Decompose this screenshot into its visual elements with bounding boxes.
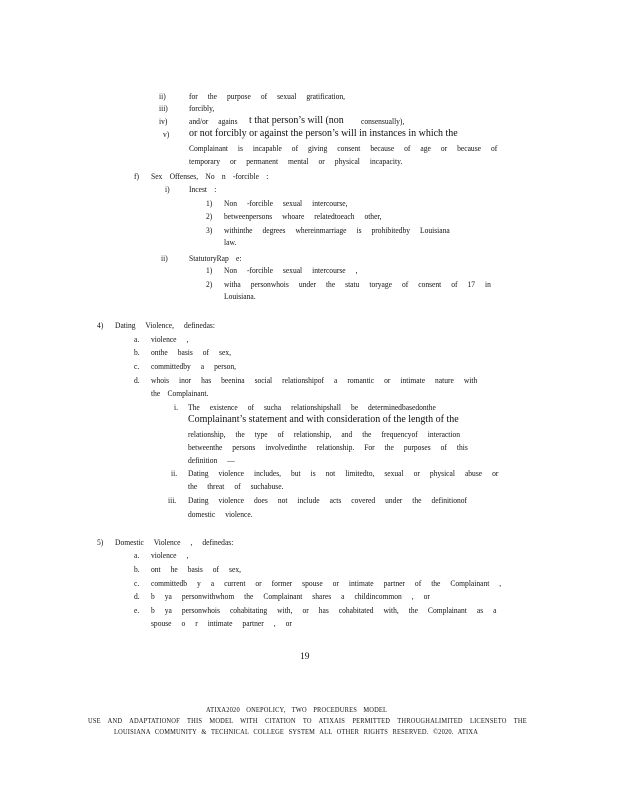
list-item-text: StatutoryRap e: [189, 254, 242, 263]
list-item-text: b ya personwithwhom the Complainant shares a childincommon , or [151, 592, 430, 601]
list-marker: 1) [206, 266, 213, 275]
list-marker: 5) [97, 538, 104, 547]
footer-license-line: USE AND ADAPTATIONOF THIS MODEL WITH CITATION TO ATIXAIS PERMITTED THROUGHALIMITED LICENSETO THE [88, 717, 527, 725]
list-item-text: onthe basis of sex, [151, 348, 231, 357]
list-item-text: Non -forcible sexual intercourse , [224, 266, 358, 275]
list-item-text: Non -forcible sexual intercourse, [224, 199, 348, 208]
list-marker: 3) [206, 226, 213, 235]
list-item-text: witha personwhois under the statu toryage of consent of 17 in [224, 280, 491, 289]
list-item-text: or not forcibly or against the person’s will in instances in which the [189, 128, 458, 139]
list-item-text: The existence of sucha relationshipshall be determinedbasedonthe [188, 403, 436, 412]
list-item-text: violence , [151, 335, 189, 344]
page-number: 19 [300, 652, 310, 662]
list-marker: iv) [159, 117, 168, 126]
list-marker: iii. [168, 496, 177, 505]
list-item-text: relationship, the type of relationship, and the frequencyof interaction [188, 430, 461, 439]
list-marker: 2) [206, 280, 213, 289]
list-item-text: the Complainant. [151, 389, 209, 398]
list-marker: 4) [97, 321, 104, 330]
list-item-text: and/or agains [189, 117, 238, 126]
list-marker: f) [134, 172, 140, 181]
list-item-text: violence , [151, 551, 189, 560]
list-item-text: ont he basis of sex, [151, 565, 241, 574]
list-item-text: forcibly, [189, 104, 215, 113]
list-item-text: committedb y a current or former spouse or intimate partner of the Complainant , [151, 579, 502, 588]
list-marker: a. [134, 335, 140, 344]
list-marker: 2) [206, 212, 213, 221]
list-item-text: whois inor has beenina social relationshipof a romantic or intimate nature with [151, 376, 478, 385]
list-item-text: committedby a person, [151, 362, 237, 371]
list-marker: v) [163, 130, 170, 139]
list-item-text: for the purpose of sexual gratification, [189, 92, 346, 101]
list-item-text: betweenthe persons involvedinthe relationship. For the purposes of this [188, 443, 468, 452]
list-marker: b. [134, 565, 140, 574]
section-heading: Dating Violence, definedas: [115, 321, 215, 330]
list-marker: d. [134, 592, 140, 601]
list-item-text: law. [224, 238, 237, 247]
list-marker: b. [134, 348, 140, 357]
list-marker: 1) [206, 199, 213, 208]
list-item-text: Complainant’s statement and with consideration of the length of the [188, 414, 459, 425]
list-marker: d. [134, 376, 140, 385]
list-marker: i. [174, 403, 178, 412]
list-item-text: Incest : [189, 185, 217, 194]
section-heading: Sex Offenses, No n -forcible : [151, 172, 269, 181]
list-item-text: t that person’s will (non [249, 115, 344, 126]
list-item-text: temporary or permanent mental or physical incapacity. [189, 157, 403, 166]
section-heading: Domestic Violence , definedas: [115, 538, 234, 547]
list-item-text: Dating violence includes, but is not limitedto, sexual or physical abuse or [188, 469, 499, 478]
list-marker: c. [134, 362, 140, 371]
list-item-text: b ya personwhois cohabitating with, or has cohabitated with, the Complainant as a [151, 606, 497, 615]
list-marker: ii) [161, 254, 168, 263]
list-marker: e. [134, 606, 140, 615]
footer-rights-line: LOUISIANA COMMUNITY & TECHNICAL COLLEGE SYSTEM ALL OTHER RIGHTS RESERVED. ©2020. ATIXA [114, 728, 479, 736]
list-item-text: the threat of suchabuse. [188, 482, 284, 491]
list-item-text: Complainant is incapable of giving consent because of age or because of [189, 144, 498, 153]
list-item-text: betweenpersons whoare relatedtoeach other, [224, 212, 382, 221]
list-item-text: withinthe degrees whereinmarriage is prohibitedby Louisiana [224, 226, 450, 235]
list-marker: a. [134, 551, 140, 560]
list-marker: ii) [159, 92, 166, 101]
list-marker: iii) [159, 104, 168, 113]
list-item-text: Dating violence does not include acts covered under the definitionof [188, 496, 468, 505]
list-item-text: consensually), [361, 117, 405, 126]
list-marker: i) [165, 185, 170, 194]
list-item-text: definition — [188, 456, 235, 465]
list-item-text: domestic violence. [188, 510, 253, 519]
footer-title: ATIXA2020 ONEPOLICY, TWO PROCEDURES MODEL [206, 706, 388, 714]
list-item-text: Louisiana. [224, 292, 256, 301]
list-marker: c. [134, 579, 140, 588]
list-marker: ii. [171, 469, 178, 478]
list-item-text: spouse o r intimate partner , or [151, 619, 292, 628]
